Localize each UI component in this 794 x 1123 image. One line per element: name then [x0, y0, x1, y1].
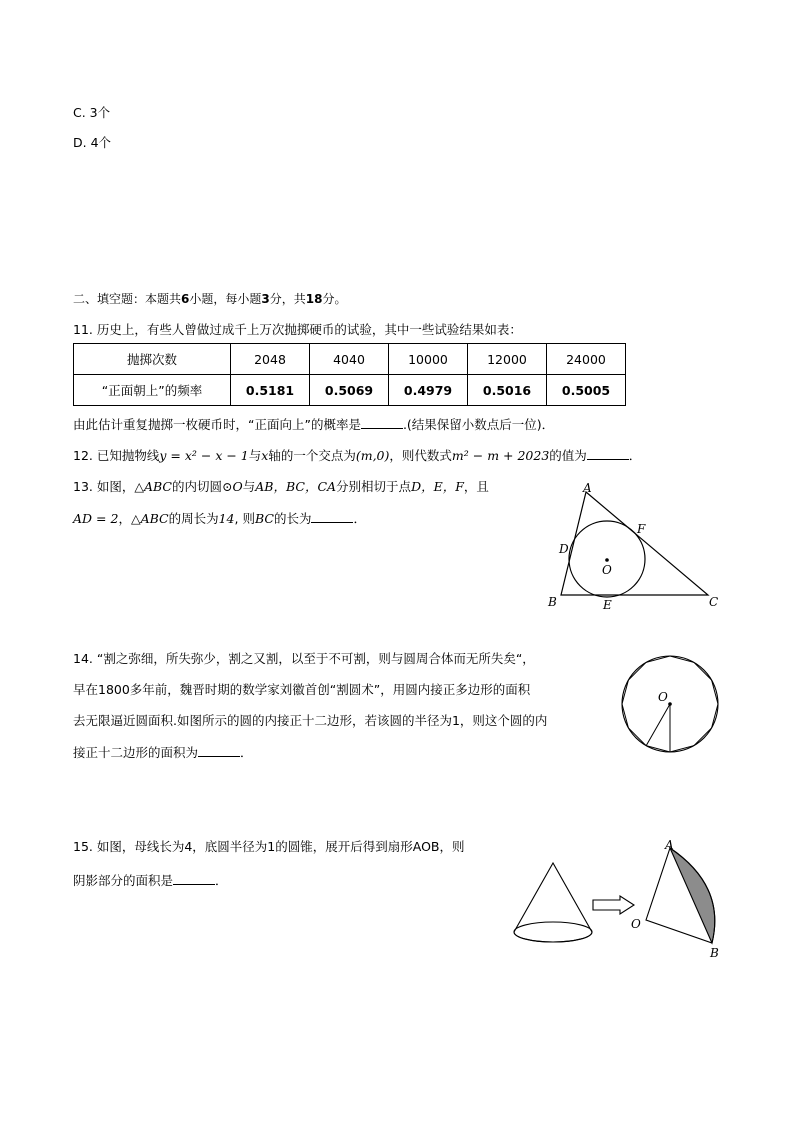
- table-header-cell: “正面朝上”的频率: [74, 375, 231, 406]
- answer-blank: [361, 416, 403, 429]
- q11-text: 11. 历史上，有些人曾做过成千上万次抛掷硬币的试验，其中一些试验结果如表：: [73, 322, 522, 337]
- table-cell: 0.5181: [231, 375, 310, 406]
- frequency-table: [73, 343, 626, 406]
- table-row: [74, 375, 626, 406]
- table-cell: 0.4979: [389, 375, 468, 406]
- label-o: O: [602, 563, 612, 577]
- table-cell: 12000: [468, 344, 547, 375]
- q14-line4: 接正十二边形的面积为 ．: [73, 745, 253, 760]
- q11-answer-line: 由此估计重复抛掷一枚硬币时，“正面向上”的概率是 .(结果保留小数点后一位)．: [73, 417, 555, 432]
- section-heading: 二、填空题：本题共6小题，每小题3分，共18分。: [73, 292, 347, 306]
- q14-line1: 14. “割之弥细，所失弥少，割之又割，以至于不可割，则与圆周合体而无所失矣“，: [73, 651, 535, 666]
- label-c: C: [709, 595, 719, 609]
- q14-line2: 早在1800多年前，魏晋时期的数学家刘徽首创“割圆术”，用圆内接正多边形的面积: [73, 682, 531, 697]
- q13-line2: AD = 2，△ABC的周长为14, 则BC的长为 ．: [73, 511, 366, 526]
- label-o: O: [658, 690, 668, 704]
- label-f: F: [637, 522, 646, 536]
- option-c: C. 3个: [73, 105, 111, 120]
- cone-figure: [512, 860, 597, 950]
- answer-blank: [587, 447, 629, 460]
- table-row: [74, 344, 626, 375]
- label-b: B: [548, 595, 557, 609]
- q14-line3: 去无限逼近圆面积.如图所示的圆的内接正十二边形，若该圆的半径为1，则这个圆的内: [73, 713, 548, 728]
- dodecagon-figure: [620, 654, 720, 754]
- table-cell: 10000: [389, 344, 468, 375]
- answer-blank: [198, 744, 240, 757]
- label-a: A: [665, 838, 674, 852]
- label-a: A: [583, 481, 592, 495]
- answer-blank: [311, 510, 353, 523]
- table-cell: 4040: [310, 344, 389, 375]
- triangle-incircle-figure: [540, 480, 730, 615]
- table-header-cell: 抛掷次数: [74, 344, 231, 375]
- q15-line2: 阴影部分的面积是 ．: [73, 873, 228, 888]
- table-cell: 2048: [231, 344, 310, 375]
- table-cell: 24000: [547, 344, 626, 375]
- table-cell: 0.5016: [468, 375, 547, 406]
- q13-line1: 13. 如图，△ABC的内切圆⊙O与AB，BC，CA分别相切于点D，E，F，且: [73, 479, 489, 494]
- sector-figure: [628, 836, 728, 961]
- label-d: D: [559, 542, 569, 556]
- label-b: B: [710, 946, 719, 960]
- label-e: E: [603, 598, 612, 612]
- q15-line1: 15. 如图，母线长为4，底圆半径为1的圆锥，展开后得到扇形AOB，则: [73, 839, 465, 854]
- answer-blank: [173, 872, 215, 885]
- label-o: O: [631, 917, 641, 931]
- table-cell: 0.5005: [547, 375, 626, 406]
- q12-text: 12. 已知抛物线y = x² − x − 1与x轴的一个交点为(m,0)，则代数式m² − m + 2023的值为 ．: [73, 448, 642, 463]
- table-cell: 0.5069: [310, 375, 389, 406]
- option-d: D. 4个: [73, 135, 112, 150]
